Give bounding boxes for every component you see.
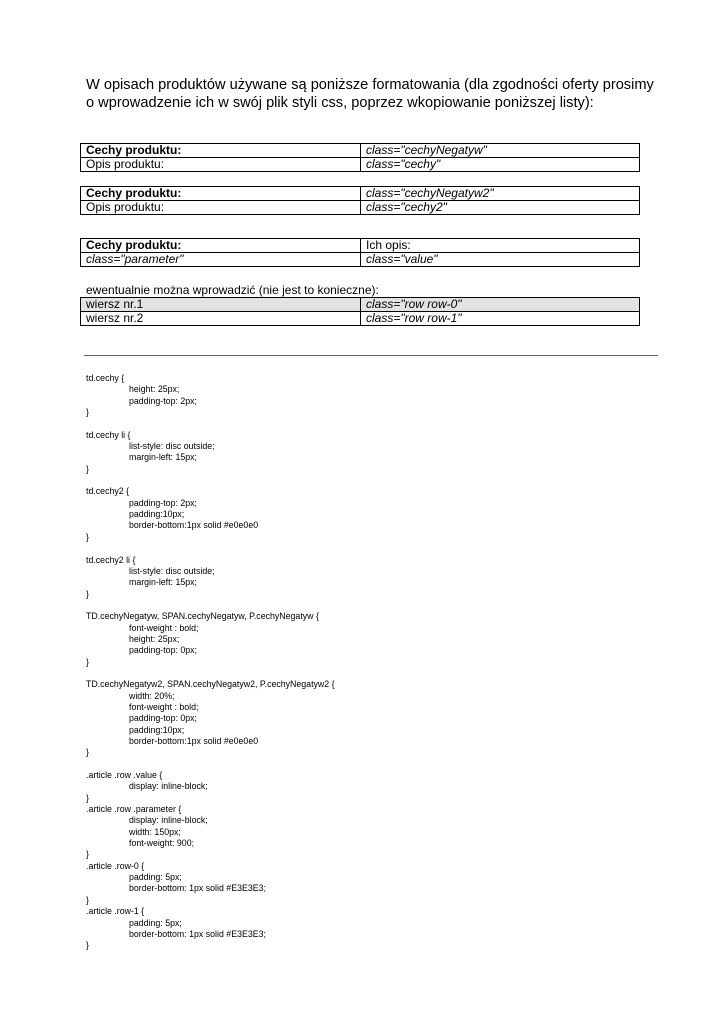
optional-note: ewentualnie można wprowadzić (nie jest to konieczne): (86, 283, 379, 297)
table-cell: Cechy produktu: (81, 187, 361, 201)
code-line: height: 25px; (129, 384, 180, 395)
code-line: .article .row-1 { (86, 906, 145, 917)
code-line: padding: 5px; (129, 872, 182, 883)
code-line: margin-left: 15px; (129, 577, 197, 588)
table-cell: class="value" (361, 253, 640, 267)
code-line: display: inline-block; (129, 781, 208, 792)
code-line: td.cechy2 { (86, 486, 130, 497)
code-line: } (86, 531, 89, 542)
table-cechy (80, 143, 640, 172)
code-line: padding-top: 2px; (129, 497, 197, 508)
code-line: list-style: disc outside; (129, 441, 215, 452)
table-cell: class="row row-0" (361, 298, 640, 312)
code-line: margin-left: 15px; (129, 452, 197, 463)
code-line (86, 600, 335, 611)
code-line: border-bottom:1px solid #e0e0e0 (129, 520, 259, 531)
code-line: } (86, 407, 89, 418)
code-line: } (86, 656, 89, 667)
code-line: .article .row .value { (86, 770, 163, 781)
table-cell: Ich opis: (361, 239, 640, 253)
table-cell: class="cechy2" (361, 201, 640, 215)
code-line (86, 475, 335, 486)
intro-text (86, 76, 686, 112)
code-line: padding:10px; (129, 509, 185, 520)
css-code-listing (86, 373, 335, 952)
code-line: .article .row-0 { (86, 860, 145, 871)
table-parameter-value (80, 238, 640, 267)
code-line: } (86, 792, 89, 803)
code-line: padding-top: 0px; (129, 713, 197, 724)
table-row (81, 298, 640, 312)
table-row (81, 187, 640, 201)
code-line (86, 759, 335, 770)
code-line: } (86, 849, 89, 860)
code-line: font-weight : bold; (129, 622, 199, 633)
code-line (86, 668, 335, 679)
code-line: } (86, 588, 89, 599)
table-row (81, 201, 640, 215)
code-line: td.cechy2 li { (86, 554, 136, 565)
code-line: width: 20%; (129, 690, 175, 701)
code-line: td.cechy { (86, 373, 125, 383)
table-cell: wiersz nr.1 (81, 298, 361, 312)
code-line: border-bottom: 1px solid #E3E3E3; (129, 928, 266, 939)
code-line: display: inline-block; (129, 815, 208, 826)
code-line: padding-top: 0px; (129, 645, 197, 656)
table-row (81, 239, 640, 253)
code-line: padding: 5px; (129, 917, 182, 928)
table-cechy2 (80, 186, 640, 215)
table-cell: Cechy produktu: (81, 239, 361, 253)
code-line: TD.cechyNegatyw, SPAN.cechyNegatyw, P.cechyNegatyw { (86, 611, 319, 622)
code-line: } (86, 463, 89, 474)
code-line: padding:10px; (129, 724, 185, 735)
table-cell: class="cechyNegatyw" (361, 144, 640, 158)
code-line: } (86, 940, 89, 951)
code-line (86, 418, 335, 429)
code-line: list-style: disc outside; (129, 565, 215, 576)
intro-line-2: o wprowadzenie ich w swój plik styli css, poprzez wkopiowanie poniższej listy): (86, 95, 594, 111)
table-row (81, 158, 640, 172)
table-row (81, 144, 640, 158)
table-rows (80, 297, 640, 326)
code-line: TD.cechyNegatyw2, SPAN.cechyNegatyw2, P.cechyNegatyw2 { (86, 679, 335, 690)
code-line: border-bottom: 1px solid #E3E3E3; (129, 883, 266, 894)
code-line: } (86, 894, 89, 905)
table-row (81, 312, 640, 326)
table-cell: class="cechyNegatyw2" (361, 187, 640, 201)
table-cell: class="row row-1" (361, 312, 640, 326)
intro-line-1: W opisach produktów używane są poniższe formatowania (dla zgodności oferty prosimy (86, 77, 654, 93)
code-line: width: 150px; (129, 826, 181, 837)
table-cell: Cechy produktu: (81, 144, 361, 158)
code-line: } (86, 747, 89, 758)
table-cell: Opis produktu: (81, 158, 361, 172)
table-cell: class="parameter" (81, 253, 361, 267)
code-line: td.cechy li { (86, 429, 131, 440)
code-line: font-weight : bold; (129, 701, 199, 712)
code-line: .article .row .parameter { (86, 804, 182, 815)
horizontal-divider (84, 355, 658, 356)
code-line (86, 543, 335, 554)
table-cell: wiersz nr.2 (81, 312, 361, 326)
code-line: padding-top: 2px; (129, 395, 197, 406)
table-row (81, 253, 640, 267)
code-line: font-weight: 900; (129, 838, 195, 849)
table-cell: class="cechy" (361, 158, 640, 172)
table-cell: Opis produktu: (81, 201, 361, 215)
code-line: height: 25px; (129, 633, 180, 644)
code-line: border-bottom:1px solid #e0e0e0 (129, 736, 259, 746)
